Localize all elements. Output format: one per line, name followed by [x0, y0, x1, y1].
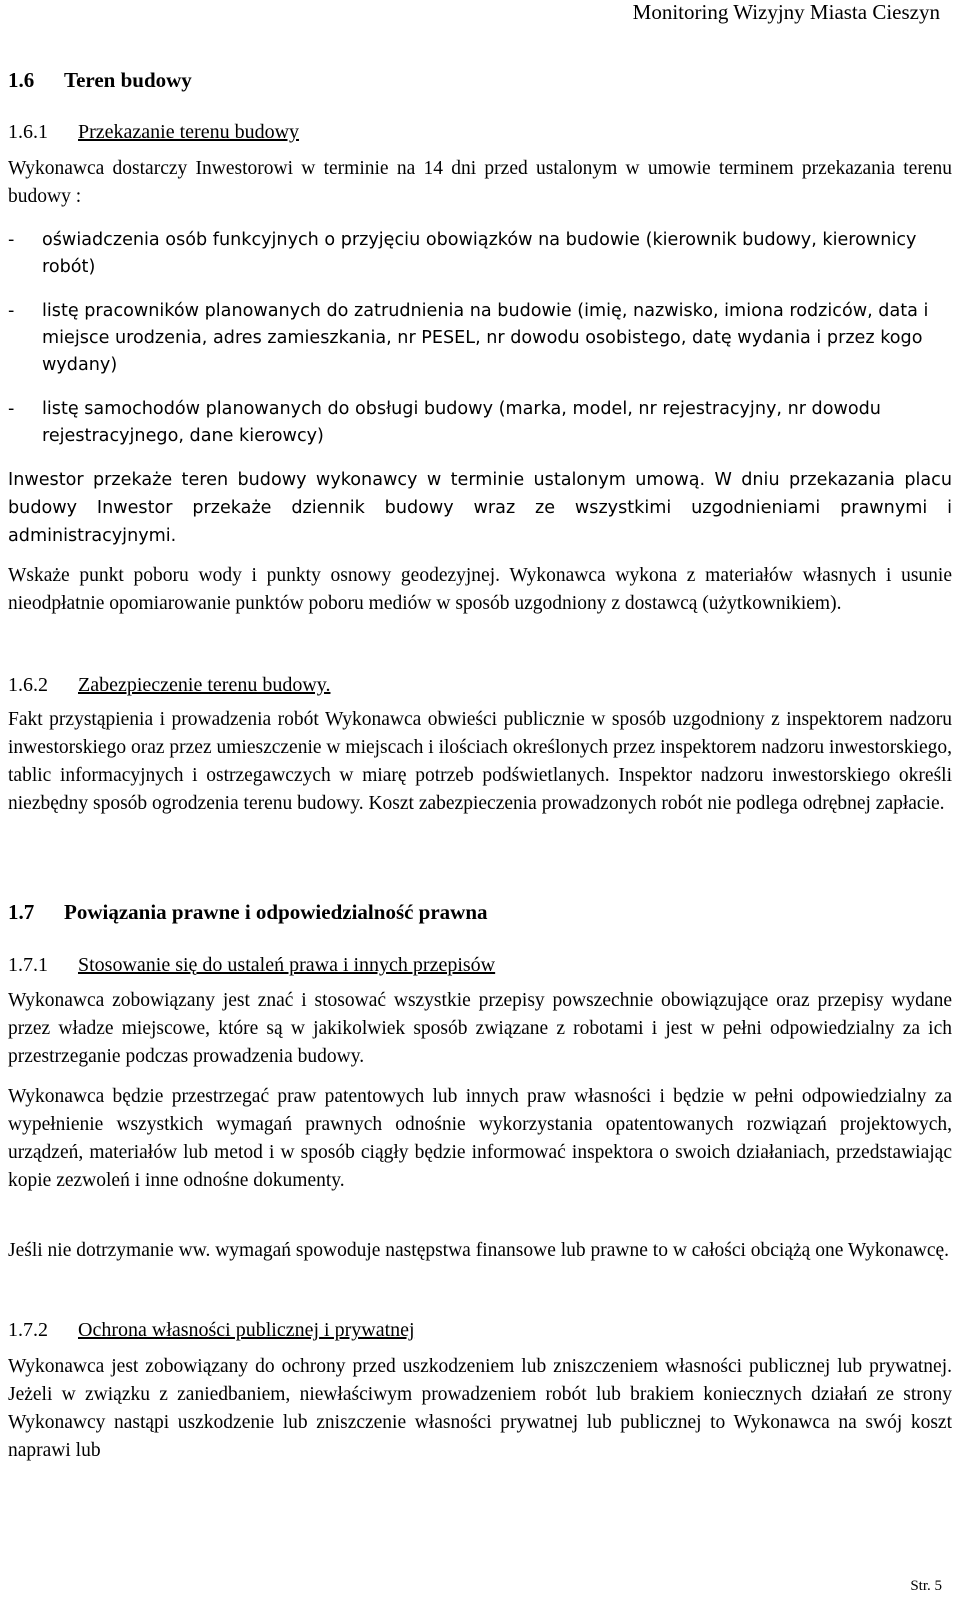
subsection-number: 1.6.2	[8, 674, 48, 696]
paragraph: Jeśli nie dotrzymanie ww. wymagań spowoduje następstwa finansowe lub prawne to w całości obciążą one Wykonawcę.	[8, 1240, 950, 1261]
subsection-title: Przekazanie terenu budowy	[78, 121, 300, 143]
subsection-heading-1-6-2	[8, 674, 330, 697]
list-item-text: listę samochodów planowanych do obsługi budowy (marka, model, nr rejestracyjny, nr dowodu rejestracyjnego, dane kierowcy)	[42, 399, 881, 446]
paragraph: Wykonawca jest zobowiązany do ochrony przed uszkodzeniem lub zniszczeniem własności publicznej lub prywatnej. Jeżeli w związku z zaniedbaniem, niewłaściwym prowadzeniem robót lub brakiem koniecznych działań ze strony Wykonawcy nastąpi uszkodzenie lub zniszczenie własności prywatnej lub publicznej to Wykonawca na swój koszt naprawi lub	[8, 1356, 952, 1461]
list-bullet: -	[8, 301, 15, 321]
subsection-heading-1-7-2	[8, 1319, 415, 1342]
subsection-number: 1.6.1	[8, 121, 48, 143]
subsection-title: Stosowanie się do ustaleń prawa i innych przepisów	[78, 954, 496, 976]
running-header: Monitoring Wizyjny Miasta Cieszyn	[632, 0, 940, 24]
subsection-heading-1-7-1	[8, 954, 495, 977]
list-item-text: listę pracowników planowanych do zatrudnienia na budowie (imię, nazwisko, imiona rodziców, data i miejsce urodzenia, adres zamieszkania, nr PESEL, nr dowodu osobistego, datę wydania i przez kogo wydany)	[42, 301, 929, 375]
list-item	[8, 227, 952, 281]
paragraph: Wskaże punkt poboru wody i punkty osnowy geodezyjnej. Wykonawca wykona z materiałów własnych i usunie nieodpłatnie opomiarowanie punktów poboru mediów w sposób uzgodniony z dostawcą (użytkownikiem).	[8, 565, 952, 614]
list-bullet: -	[8, 230, 15, 250]
list-item-text: oświadczenia osób funkcyjnych o przyjęciu obowiązków na budowie (kierownik budowy, kierownicy robót)	[42, 230, 917, 277]
subsection-heading-1-6-1	[8, 121, 299, 144]
subsection-number: 1.7.1	[8, 954, 48, 976]
paragraph: Inwestor przekaże teren budowy wykonawcy w terminie ustalonym umową. W dniu przekazania placu budowy Inwestor przekaże dziennik budowy wraz ze wszystkimi uzgodnieniami prawnymi i administracyjnymi.	[8, 470, 952, 546]
paragraph: Wykonawca będzie przestrzegać praw patentowych lub innych praw własności i będzie w pełni odpowiedzialny za wypełnienie wszystkich wymagań prawnych odnośnie wykorzystania opatentowanych rozwiązań projektowych, urządzeń, materiałów lub metod i w sposób ciągły będzie informować inspektora o swoich działaniach, przedstawiając kopie zezwoleń i inne odnośne dokumenty.	[8, 1086, 952, 1191]
section-heading-1-6	[8, 68, 192, 93]
list-item	[8, 298, 952, 379]
page-number: Str. 5	[910, 1578, 942, 1594]
subsection-number: 1.7.2	[8, 1319, 48, 1341]
section-number: 1.7	[8, 900, 35, 924]
section-number: 1.6	[8, 68, 35, 92]
section-title: Teren budowy	[64, 68, 192, 92]
list-bullet: -	[8, 399, 15, 419]
subsection-title: Ochrona własności publicznej i prywatnej	[78, 1319, 415, 1341]
list-item	[8, 396, 952, 450]
paragraph: Fakt przystąpienia i prowadzenia robót Wykonawca obwieści publicznie w sposób uzgodniony z inspektorem nadzoru inwestorskiego oraz przez umieszczenie w miejscach i ilościach określonych przez inspektorem nadzoru inwestorskiego, tablic informacyjnych i ostrzegawczych w miarę potrzeb podświetlanych. Inspektor nadzoru inwestorskiego określi niezbędny sposób ogrodzenia terenu budowy. Koszt zabezpieczenia prowadzonych robót nie podlega odrębnej zapłacie.	[8, 709, 952, 814]
paragraph: Wykonawca dostarczy Inwestorowi w terminie na 14 dni przed ustalonym w umowie terminem przekazania terenu budowy :	[8, 158, 952, 207]
paragraph: Wykonawca zobowiązany jest znać i stosować wszystkie przepisy powszechnie obowiązujące oraz przepisy wydane przez władze miejscowe, które są w jakikolwiek sposób związane z robotami i jest w pełni odpowiedzialny za ich przestrzeganie podczas prowadzenia budowy.	[8, 990, 952, 1067]
subsection-title: Zabezpieczenie terenu budowy.	[78, 674, 331, 696]
section-title: Powiązania prawne i odpowiedzialność prawna	[64, 900, 488, 924]
section-heading-1-7	[8, 900, 488, 925]
